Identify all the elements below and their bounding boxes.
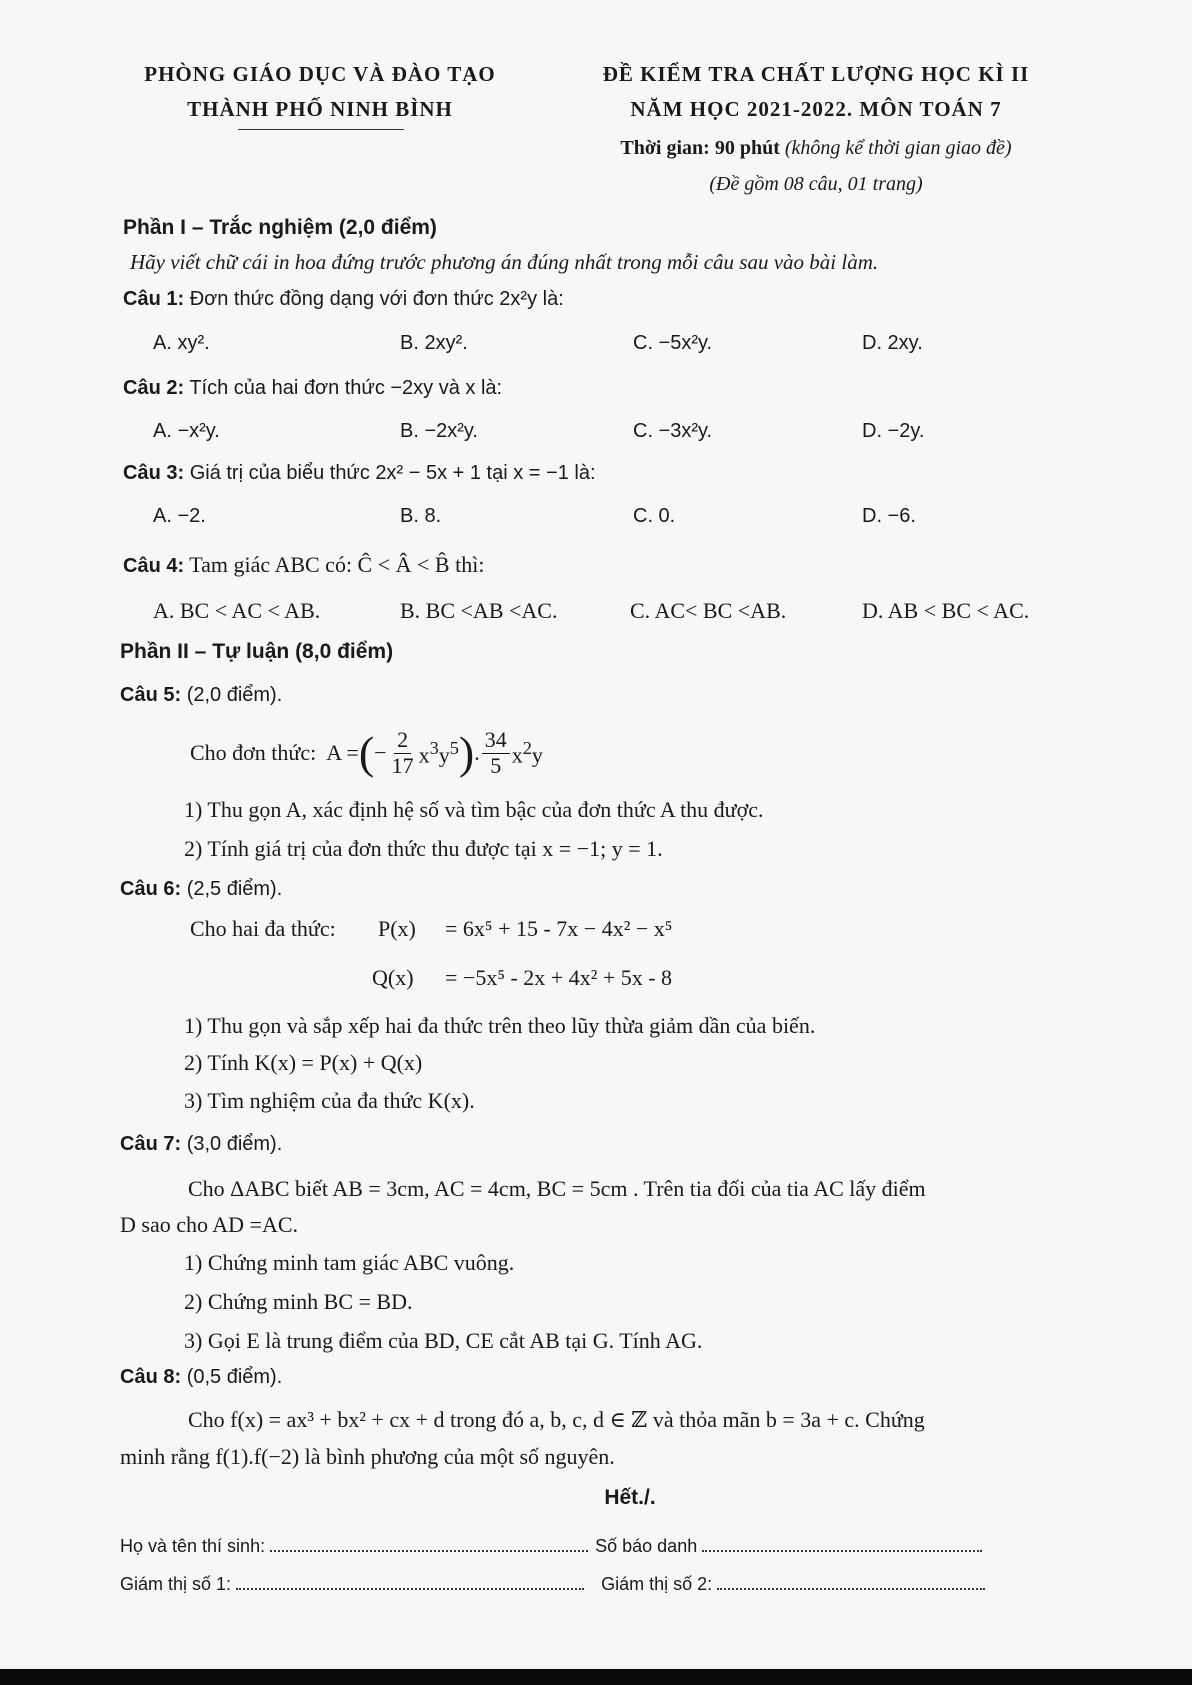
footer-proctor2-label: Giám thị số 2: xyxy=(601,1574,713,1594)
q8-points: (0,5 điểm). xyxy=(186,1366,283,1388)
q8-header xyxy=(120,1366,282,1389)
q4-option-a: A. BC < AC < AB. xyxy=(153,598,321,623)
scan-bottom-edge xyxy=(0,1669,1192,1685)
q5-expression xyxy=(190,722,543,784)
q5-close-paren: ) xyxy=(458,727,475,778)
q7-points: (3,0 điểm). xyxy=(186,1133,283,1155)
header-city: THÀNH PHỐ NINH BÌNH xyxy=(187,97,453,121)
q6-item-2: 2) Tính K(x) = P(x) + Q(x) xyxy=(184,1050,423,1075)
q2-prompt: Tích của hai đơn thức −2xy và x là: xyxy=(189,377,503,399)
end-text: Hết./. xyxy=(604,1486,656,1509)
q1-option-b: B. 2xy². xyxy=(400,332,468,354)
q6-item-3: 3) Tìm nghiệm của đa thức K(x). xyxy=(184,1088,475,1113)
q5-lhs: A = xyxy=(326,740,359,765)
q5-open-paren: ( xyxy=(358,727,375,778)
header-time xyxy=(556,137,1076,160)
q5-points: (2,0 điểm). xyxy=(186,684,283,706)
q4-prompt: Tam giác ABC có: Ĉ < Â < B̂ thì: xyxy=(189,552,485,577)
q7-item-2: 2) Chứng minh BC = BD. xyxy=(184,1289,413,1314)
header-underline xyxy=(238,129,404,130)
q4-option-d: D. AB < BC < AC. xyxy=(862,598,1030,623)
q2-option-c: C. −3x²y. xyxy=(633,420,713,442)
q6-q-rhs: = −5x⁵ - 2x + 4x² + 5x - 8 xyxy=(445,965,673,990)
q7-line-2: D sao cho AD =AC. xyxy=(120,1212,299,1237)
q6-p-rhs: = 6x⁵ + 15 - 7x − 4x² − x⁵ xyxy=(445,916,673,941)
header-exam-title: ĐỀ KIỂM TRA CHẤT LƯỢNG HỌC KÌ II xyxy=(602,62,1030,86)
q5-label: Câu 5: xyxy=(120,684,182,706)
q5-intro: Cho đơn thức: xyxy=(190,740,317,765)
q6-header xyxy=(120,878,282,901)
q3-option-b: B. 8. xyxy=(400,505,442,527)
header-time-duration: Thời gian: 90 phút xyxy=(620,137,780,159)
footer-id-field[interactable] xyxy=(702,1532,982,1552)
q4-option-c: C. AC< BC <AB. xyxy=(630,598,787,623)
header-time-note: (không kể thời gian giao đề) xyxy=(784,137,1012,159)
q8-line-1: Cho f(x) = ax³ + bx² + cx + d trong đó a, b, c, d ∈ ℤ và thỏa mãn b = 3a + c. Chứng xyxy=(188,1407,925,1432)
q2-option-b: B. −2x²y. xyxy=(400,420,478,442)
q6-intro: Cho hai đa thức: xyxy=(190,916,336,941)
q4-option-b: B. BC <AB <AC. xyxy=(400,598,558,623)
q3-option-a: A. −2. xyxy=(153,505,206,527)
q3 xyxy=(123,462,596,485)
q5-minus: − xyxy=(374,740,387,765)
header-department: PHÒNG GIÁO DỤC VÀ ĐÀO TẠO xyxy=(144,62,496,86)
q8-line-2: minh rằng f(1).f(−2) là bình phương của một số nguyên. xyxy=(120,1444,615,1469)
q1-option-d: D. 2xy. xyxy=(862,332,923,354)
part1-title: Phần I – Trắc nghiệm (2,0 điểm) xyxy=(123,216,437,239)
q1 xyxy=(123,288,564,311)
q1-label: Câu 1: xyxy=(123,288,185,310)
q6-q-lhs: Q(x) xyxy=(372,965,414,990)
header-school-year: NĂM HỌC 2021-2022. MÔN TOÁN 7 xyxy=(630,97,1002,121)
footer-name-row xyxy=(120,1532,982,1557)
q7-header xyxy=(120,1133,282,1156)
q1-option-c: C. −5x²y. xyxy=(633,332,713,354)
q5-header xyxy=(120,684,282,707)
footer-proctor1-label: Giám thị số 1: xyxy=(120,1574,232,1594)
q2-option-d: D. −2y. xyxy=(862,420,925,442)
footer-proctor-row xyxy=(120,1570,985,1595)
q2 xyxy=(123,377,502,400)
q5-item-2: 2) Tính giá trị của đơn thức thu được tại x = −1; y = 1. xyxy=(184,836,663,861)
footer-id-label: Số báo danh xyxy=(595,1536,698,1556)
q3-option-c: C. 0. xyxy=(633,505,676,527)
q5-term-2: $x^2y$ xyxy=(511,737,543,768)
part1-instruction: Hãy viết chữ cái in hoa đứng trước phương án đúng nhất trong mỗi câu sau vào bài làm. xyxy=(130,250,879,274)
q2-label: Câu 2: xyxy=(123,377,185,399)
q3-option-d: D. −6. xyxy=(862,505,916,527)
q6-label: Câu 6: xyxy=(120,878,182,900)
q3-prompt: Giá trị của biểu thức 2x² − 5x + 1 tại x = −1 là: xyxy=(189,462,596,484)
header-pages-note: (Đề gồm 08 câu, 01 trang) xyxy=(709,173,923,195)
q4-label: Câu 4: xyxy=(123,555,185,577)
q1-option-a: A. xy². xyxy=(153,332,210,354)
q1-prompt: Đơn thức đồng dạng với đơn thức 2x²y là: xyxy=(189,288,564,310)
footer-name-field[interactable] xyxy=(270,1532,588,1552)
footer-name-label: Họ và tên thí sinh: xyxy=(120,1536,266,1556)
q5-fraction-1-num: 2 xyxy=(394,728,411,753)
q5-dot: . xyxy=(474,740,480,765)
footer-proctor2-field[interactable] xyxy=(717,1570,985,1590)
q5-fraction-1-den: 17 xyxy=(391,752,414,778)
q5-item-1: 1) Thu gọn A, xác định hệ số và tìm bậc của đơn thức A thu được. xyxy=(184,797,764,822)
q6-item-1: 1) Thu gọn và sắp xếp hai đa thức trên theo lũy thừa giảm dần của biến. xyxy=(184,1013,816,1038)
q5-fraction-2-den: 5 xyxy=(490,752,502,778)
q5-fraction-2 xyxy=(482,728,510,777)
q7-item-3: 3) Gọi E là trung điểm của BD, CE cắt AB tại G. Tính AG. xyxy=(184,1328,703,1353)
q7-label: Câu 7: xyxy=(120,1133,182,1155)
q4 xyxy=(123,552,484,578)
footer-proctor1-field[interactable] xyxy=(236,1570,584,1590)
q7-item-1: 1) Chứng minh tam giác ABC vuông. xyxy=(184,1250,515,1275)
q5-term-1: $x^3y^5$ xyxy=(418,737,459,768)
q3-label: Câu 3: xyxy=(123,462,185,484)
part2-title: Phần II – Tự luận (8,0 điểm) xyxy=(120,640,394,663)
q6-p-lhs: P(x) xyxy=(378,916,416,941)
q8-label: Câu 8: xyxy=(120,1366,182,1388)
q7-line-1: Cho ΔABC biết AB = 3cm, AC = 4cm, BC = 5cm . Trên tia đối của tia AC lấy điểm xyxy=(188,1176,926,1201)
q2-option-a: A. −x²y. xyxy=(153,420,220,442)
q5-fraction-1 xyxy=(389,728,417,777)
q5-fraction-2-num: 34 xyxy=(482,728,510,753)
q6-points: (2,5 điểm). xyxy=(186,878,283,900)
